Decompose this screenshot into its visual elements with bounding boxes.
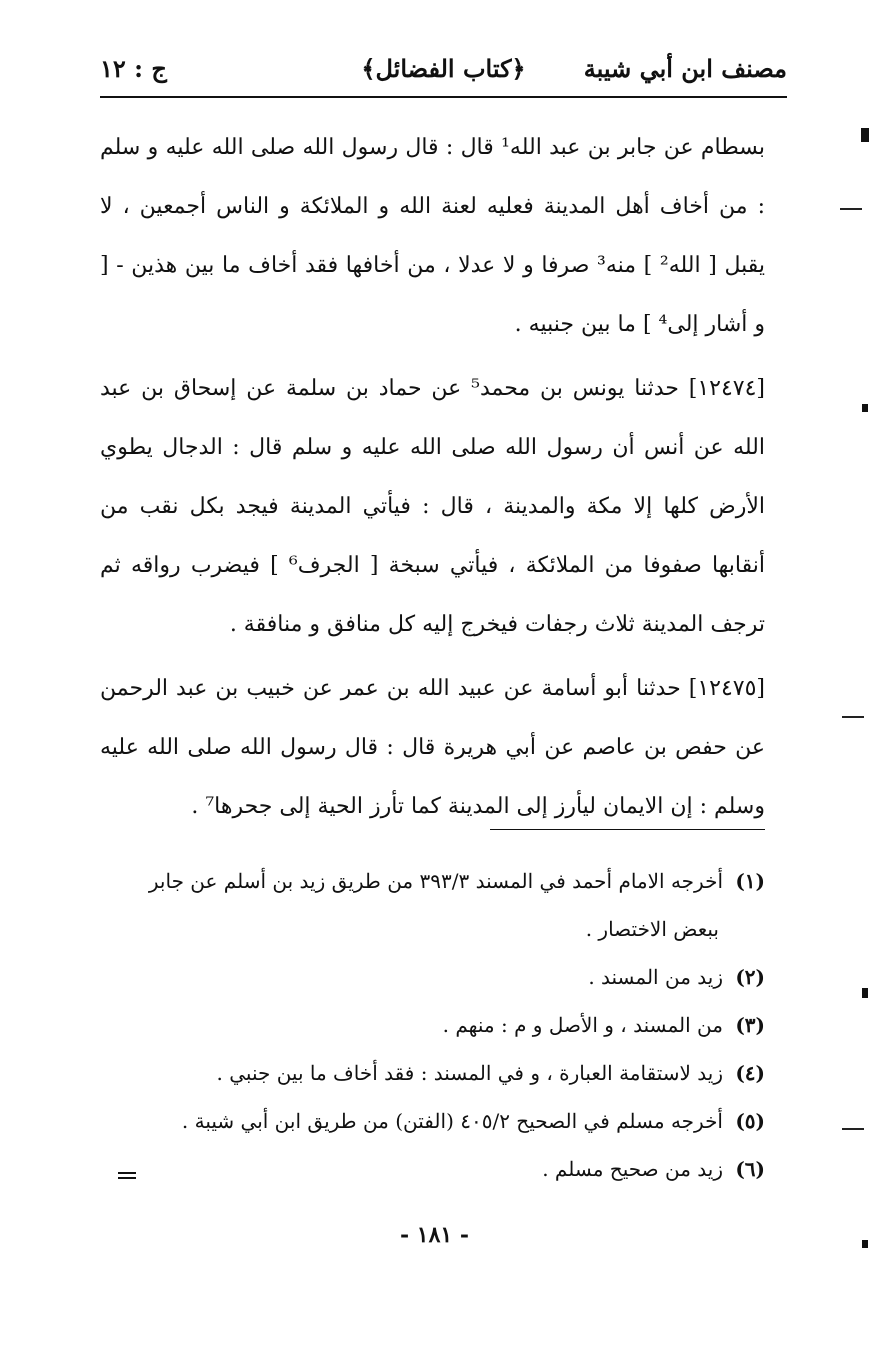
- header-divider: [100, 96, 787, 98]
- footnote-text: زيد من صحيح مسلم .: [542, 1157, 723, 1181]
- footnote-item: [100, 1049, 765, 1097]
- footnote-item: [100, 953, 765, 1001]
- margin-tick: [840, 208, 862, 210]
- footnote-number: (٥): [735, 1109, 765, 1133]
- margin-mark: [862, 404, 868, 412]
- book-title: مصنف ابن أبي شيبة: [583, 54, 787, 83]
- margin-tick: [842, 716, 864, 718]
- chapter-title: ﴿كتاب الفضائل﴾: [361, 54, 526, 83]
- footnote-number: (٢): [735, 965, 765, 989]
- footnote-divider: [490, 829, 765, 830]
- footnote-number: (١): [735, 869, 765, 893]
- paragraph-hadith-continuation: بسطام عن جابر بن عبد الله¹ قال : قال رسول الله صلى الله عليه و سلم : من أخاف أهل المدينة فعليه لعنة الله و الملائكة و الناس أجمعين ، لا يقبل [ الله² ] منه³ صرفا و لا عدلا ، من أخافها فقد أخاف ما بين هذين - [ و أشار إلى⁴ ] ما بين جنبيه .: [100, 135, 766, 337]
- footnote-number: (٤): [735, 1061, 765, 1085]
- footnote-text: زيد لاستقامة العبارة ، و في المسند : فقد أخاف ما بين جنبي .: [216, 1061, 723, 1085]
- footnote-text: زيد من المسند .: [588, 965, 723, 989]
- paragraph-hadith-12474: [١٢٤٧٤] حدثنا يونس بن محمد⁵ عن حماد بن سلمة عن إسحاق بن عبد الله عن أنس أن رسول الله صلى الله عليه و سلم قال : الدجال يطوي الأرض كلها إلا مكة والمدينة ، قال : فيأتي المدينة فيجد بكل نقب من أنقابها صفوفا من الملائكة ، فيأتي سبخة [ الجرف⁶ ] فيضرب رواقه ثم ترجف المدينة ثلاث رجفات فيخرج إليه كل منافق و منافقة .: [100, 376, 765, 637]
- footnote-text: أخرجه مسلم في الصحيح ٤٠٥/٢ (الفتن) من طريق ابن أبي شيبة .: [181, 1109, 723, 1133]
- margin-tick: [842, 1128, 864, 1130]
- running-header: [100, 48, 787, 92]
- footnote-number: (٦): [735, 1157, 765, 1181]
- footnotes: [100, 857, 765, 1193]
- footnote-item: [100, 857, 765, 953]
- paragraph-hadith-12475: [١٢٤٧٥] حدثنا أبو أسامة عن عبيد الله بن عمر عن خبيب بن عبد الرحمن عن حفص بن عاصم عن أبي هريرة قال : قال رسول الله صلى الله عليه وسلم : إن الايمان ليأرز إلى المدينة كما تأرز الحية إلى جحرها⁷ .: [100, 676, 765, 819]
- margin-mark: [118, 1177, 136, 1179]
- page-number: - ١٨١ -: [399, 1222, 470, 1248]
- margin-mark: [118, 1172, 136, 1174]
- footnote-item: [100, 1001, 765, 1049]
- footnote-number: (٣): [735, 1013, 765, 1037]
- margin-mark: [862, 1240, 868, 1248]
- footnote-text: من المسند ، و الأصل و م : منهم .: [442, 1013, 723, 1037]
- footnote-item: [100, 1097, 765, 1145]
- margin-mark: [861, 128, 869, 142]
- volume-number: ج : ١٢: [100, 54, 167, 83]
- footnote-text: أخرجه الامام أحمد في المسند ٣٩٣/٣ من طريق زيد بن أسلم عن جابر ببعض الاختصار .: [148, 869, 723, 941]
- main-text: [100, 118, 765, 836]
- footnote-item: [100, 1145, 765, 1193]
- margin-mark: [862, 988, 868, 998]
